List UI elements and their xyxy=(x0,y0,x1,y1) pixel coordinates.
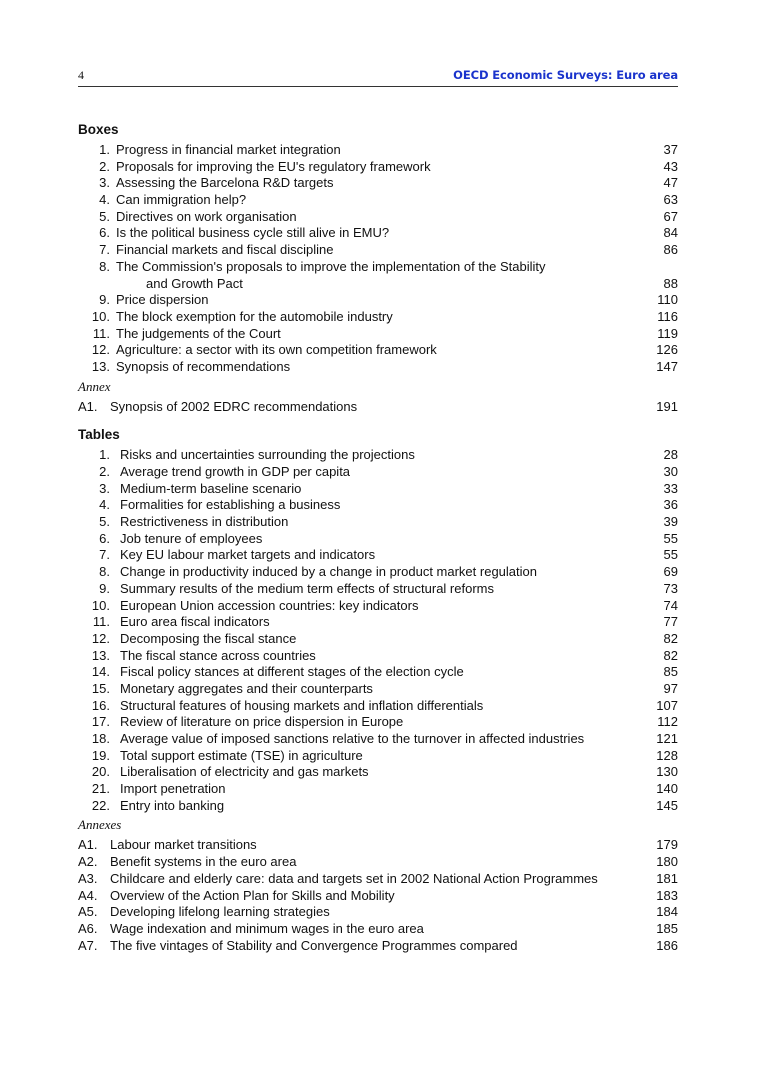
entry-title: Average trend growth in GDP per capita xyxy=(120,464,351,479)
entry-page: 110 xyxy=(657,292,678,308)
entry-number: 5. xyxy=(99,208,110,224)
entry-page: 140 xyxy=(656,781,678,797)
toc-entry[interactable] xyxy=(78,142,678,159)
entry-title: Structural features of housing markets and inflation differentials xyxy=(120,697,484,713)
boxes-annex-list xyxy=(78,399,678,416)
entry-title: Overview of the Action Plan for Skills and Mobility xyxy=(110,887,395,903)
entry-number: 6. xyxy=(99,530,110,546)
toc-entry[interactable] xyxy=(78,192,678,209)
entry-title: Average value of imposed sanctions relative to the turnover in affected industries xyxy=(120,731,585,746)
entry-page: 82 xyxy=(663,647,678,663)
entry-number: A4. xyxy=(78,887,98,903)
section-title-boxes: Boxes xyxy=(78,122,119,137)
entry-number: 7. xyxy=(99,242,110,258)
entry-number: 8. xyxy=(99,258,110,274)
entry-page: 185 xyxy=(656,920,678,936)
entry-page: 86 xyxy=(663,242,678,258)
subsection-title-annex: Annex xyxy=(78,378,111,394)
entry-page xyxy=(638,259,678,276)
entry-number: 18. xyxy=(91,731,110,746)
toc-entry[interactable] xyxy=(78,681,678,698)
entry-page: 112 xyxy=(657,714,678,730)
entry-title: Benefit systems in the euro area xyxy=(110,854,297,870)
toc-content xyxy=(78,120,678,954)
entry-title: Synopsis of 2002 EDRC recommendations xyxy=(110,398,358,414)
entry-page: 88 xyxy=(663,275,678,291)
toc-entry[interactable] xyxy=(78,481,678,498)
toc-entry[interactable] xyxy=(78,359,678,376)
toc-entry[interactable] xyxy=(78,781,678,798)
entry-page: 145 xyxy=(656,797,678,813)
toc-entry[interactable] xyxy=(78,837,678,854)
toc-entry[interactable] xyxy=(78,854,678,871)
entry-number: 12. xyxy=(91,630,110,646)
entry-number: 1. xyxy=(99,447,110,463)
entry-title: Import penetration xyxy=(120,781,226,797)
entry-title: Agriculture: a sector with its own competition framework xyxy=(116,342,437,358)
toc-entry[interactable] xyxy=(78,698,678,715)
entry-number: 7. xyxy=(99,547,110,563)
entry-page: 116 xyxy=(657,308,678,324)
entry-title-continuation: and Growth Pact xyxy=(146,275,243,291)
entry-title: Labour market transitions xyxy=(110,837,257,853)
entry-page: 74 xyxy=(663,597,678,613)
entry-number: 6. xyxy=(99,225,110,241)
entry-number: A1. xyxy=(78,398,98,414)
entry-title: Medium-term baseline scenario xyxy=(120,480,302,496)
entry-title: Price dispersion xyxy=(116,292,209,308)
entry-page: 67 xyxy=(663,208,678,224)
entry-number: 13. xyxy=(91,358,110,374)
entry-number: 14. xyxy=(91,664,110,680)
entry-page: 33 xyxy=(663,480,678,496)
entry-title: Risks and uncertainties surrounding the projections xyxy=(120,447,415,463)
entry-page: 126 xyxy=(656,342,678,358)
entry-number: 8. xyxy=(99,564,110,580)
tables-annex-list xyxy=(78,837,678,954)
entry-page: 43 xyxy=(663,158,678,174)
toc-entry[interactable] xyxy=(78,664,678,681)
toc-entry[interactable] xyxy=(78,547,678,564)
tables-list xyxy=(78,447,678,814)
toc-entry-continuation[interactable] xyxy=(78,276,678,293)
entry-title: Key EU labour market targets and indicators xyxy=(120,547,376,563)
section-title-tables: Tables xyxy=(78,427,120,443)
entry-number: 11. xyxy=(92,325,110,341)
entry-page: 130 xyxy=(656,764,678,780)
entry-title: Liberalisation of electricity and gas markets xyxy=(120,764,369,780)
boxes-list xyxy=(78,142,678,376)
entry-page: 191 xyxy=(656,398,678,414)
entry-page: 183 xyxy=(656,887,678,903)
toc-entry[interactable] xyxy=(78,714,678,731)
entry-number: 5. xyxy=(99,514,110,530)
entry-page: 63 xyxy=(663,192,678,208)
entry-number: 3. xyxy=(99,175,110,191)
entry-number: A5. xyxy=(78,904,98,920)
entry-number: 19. xyxy=(91,747,110,763)
entry-title: Review of literature on price dispersion in Europe xyxy=(120,714,404,730)
entry-number: A2. xyxy=(78,854,98,870)
entry-title: The Commission's proposals to improve the implementation of the Stability xyxy=(116,258,546,274)
entry-number: 11. xyxy=(92,614,110,630)
toc-entry[interactable] xyxy=(78,175,678,192)
entry-page: 180 xyxy=(656,854,678,870)
entry-page: 69 xyxy=(663,564,678,580)
entry-title: Synopsis of recommendations xyxy=(116,358,291,374)
entry-title: Childcare and elderly care: data and targets set in 2002 National Action Programmes xyxy=(110,870,598,886)
entry-page: 121 xyxy=(656,731,678,746)
entry-title: The fiscal stance across countries xyxy=(120,647,316,663)
entry-title: Entry into banking xyxy=(120,797,225,813)
entry-page: 147 xyxy=(656,358,678,374)
toc-entry[interactable] xyxy=(78,531,678,548)
toc-entry[interactable] xyxy=(78,731,678,748)
entry-number: 4. xyxy=(99,497,110,513)
entry-page: 97 xyxy=(663,680,678,696)
toc-entry[interactable] xyxy=(78,871,678,888)
entry-title: Formalities for establishing a business xyxy=(120,497,341,513)
toc-entry[interactable] xyxy=(78,309,678,326)
toc-entry[interactable] xyxy=(78,342,678,359)
entry-page: 55 xyxy=(663,530,678,546)
entry-title: Assessing the Barcelona R&D targets xyxy=(116,175,334,191)
entry-title: The judgements of the Court xyxy=(116,325,281,341)
entry-title: Progress in financial market integration xyxy=(116,142,341,157)
entry-title: Monetary aggregates and their counterparts xyxy=(120,680,373,696)
toc-entry[interactable] xyxy=(78,447,678,464)
page-number: 4 xyxy=(78,68,84,82)
entry-title: Fiscal policy stances at different stages of the election cycle xyxy=(120,664,464,680)
entry-number: 22. xyxy=(91,797,110,813)
entry-page: 186 xyxy=(656,937,678,953)
entry-page: 184 xyxy=(656,904,678,920)
entry-number: 10. xyxy=(91,308,110,324)
entry-page: 47 xyxy=(663,175,678,191)
entry-number: 17. xyxy=(91,714,110,730)
entry-page: 30 xyxy=(663,464,678,479)
toc-entry[interactable] xyxy=(78,209,678,226)
entry-page: 119 xyxy=(657,325,678,341)
toc-entry[interactable] xyxy=(78,464,678,481)
entry-page: 82 xyxy=(663,630,678,646)
entry-title: Summary results of the medium term effects of structural reforms xyxy=(120,580,494,596)
entry-title: Is the political business cycle still alive in EMU? xyxy=(116,225,390,241)
entry-title: Change in productivity induced by a change in product market regulation xyxy=(120,564,537,580)
entry-title: Wage indexation and minimum wages in the euro area xyxy=(110,920,424,936)
toc-entry[interactable] xyxy=(78,631,678,648)
entry-title: Euro area fiscal indicators xyxy=(120,614,270,630)
toc-entry[interactable] xyxy=(78,225,678,242)
entry-title: The five vintages of Stability and Convergence Programmes compared xyxy=(110,937,518,953)
toc-entry[interactable] xyxy=(78,399,678,416)
toc-entry[interactable] xyxy=(78,938,678,955)
entry-title: European Union accession countries: key indicators xyxy=(120,597,419,613)
entry-title: Total support estimate (TSE) in agriculture xyxy=(120,747,363,763)
toc-entry[interactable] xyxy=(78,242,678,259)
entry-number: 1. xyxy=(99,142,110,157)
entry-number: A6. xyxy=(78,920,98,936)
toc-entry[interactable] xyxy=(78,259,678,276)
toc-entry[interactable] xyxy=(78,514,678,531)
entry-number: 3. xyxy=(99,480,110,496)
entry-number: 9. xyxy=(99,292,110,308)
entry-title: Decomposing the fiscal stance xyxy=(120,630,297,646)
header-rule xyxy=(78,86,678,87)
entry-number: 9. xyxy=(99,580,110,596)
entry-page: 84 xyxy=(663,225,678,241)
toc-entry[interactable] xyxy=(78,764,678,781)
toc-entry[interactable] xyxy=(78,888,678,905)
entry-number: 13. xyxy=(91,647,110,663)
toc-entry[interactable] xyxy=(78,798,678,815)
toc-entry[interactable] xyxy=(78,326,678,343)
toc-entry[interactable] xyxy=(78,598,678,615)
toc-entry[interactable] xyxy=(78,748,678,765)
entry-page: 107 xyxy=(656,697,678,713)
entry-page: 55 xyxy=(663,547,678,563)
toc-entry[interactable] xyxy=(78,648,678,665)
entry-title: Restrictiveness in distribution xyxy=(120,514,289,530)
entry-number: A1. xyxy=(78,837,98,853)
toc-entry[interactable] xyxy=(78,904,678,921)
entry-number: 16. xyxy=(91,697,110,713)
subsection-title-annexes: Annexes xyxy=(78,817,122,833)
entry-title: Proposals for improving the EU's regulatory framework xyxy=(116,158,431,174)
entry-page: 85 xyxy=(663,664,678,680)
entry-number: A3. xyxy=(78,870,98,886)
entry-number: 10. xyxy=(91,597,110,613)
entry-title: Financial markets and fiscal discipline xyxy=(116,242,334,258)
entry-page: 28 xyxy=(663,447,678,463)
entry-page: 73 xyxy=(663,580,678,596)
entry-title: The block exemption for the automobile industry xyxy=(116,308,393,324)
entry-number: A7. xyxy=(78,937,98,953)
entry-number: 4. xyxy=(99,192,110,208)
entry-number: 12. xyxy=(91,342,110,358)
entry-page: 181 xyxy=(656,870,678,886)
toc-entry[interactable] xyxy=(78,921,678,938)
page-header xyxy=(78,68,678,86)
entry-number: 20. xyxy=(91,764,110,780)
entry-page: 179 xyxy=(656,837,678,853)
running-title: OECD Economic Surveys: Euro area xyxy=(453,68,678,82)
entry-page: 39 xyxy=(663,514,678,530)
toc-entry[interactable] xyxy=(78,581,678,598)
entry-page: 37 xyxy=(663,142,678,157)
toc-entry[interactable] xyxy=(78,159,678,176)
entry-number: 21. xyxy=(91,781,110,797)
entry-title: Directives on work organisation xyxy=(116,208,297,224)
entry-number: 15. xyxy=(91,680,110,696)
toc-entry[interactable] xyxy=(78,292,678,309)
entry-page: 128 xyxy=(656,747,678,763)
entry-number: 2. xyxy=(99,464,110,479)
entry-number: 2. xyxy=(99,158,110,174)
toc-entry[interactable] xyxy=(78,564,678,581)
toc-entry[interactable] xyxy=(78,614,678,631)
entry-page: 77 xyxy=(663,614,678,630)
entry-page: 36 xyxy=(663,497,678,513)
entry-title: Job tenure of employees xyxy=(120,530,263,546)
toc-entry[interactable] xyxy=(78,497,678,514)
entry-title: Developing lifelong learning strategies xyxy=(110,904,330,920)
entry-title: Can immigration help? xyxy=(116,192,247,208)
